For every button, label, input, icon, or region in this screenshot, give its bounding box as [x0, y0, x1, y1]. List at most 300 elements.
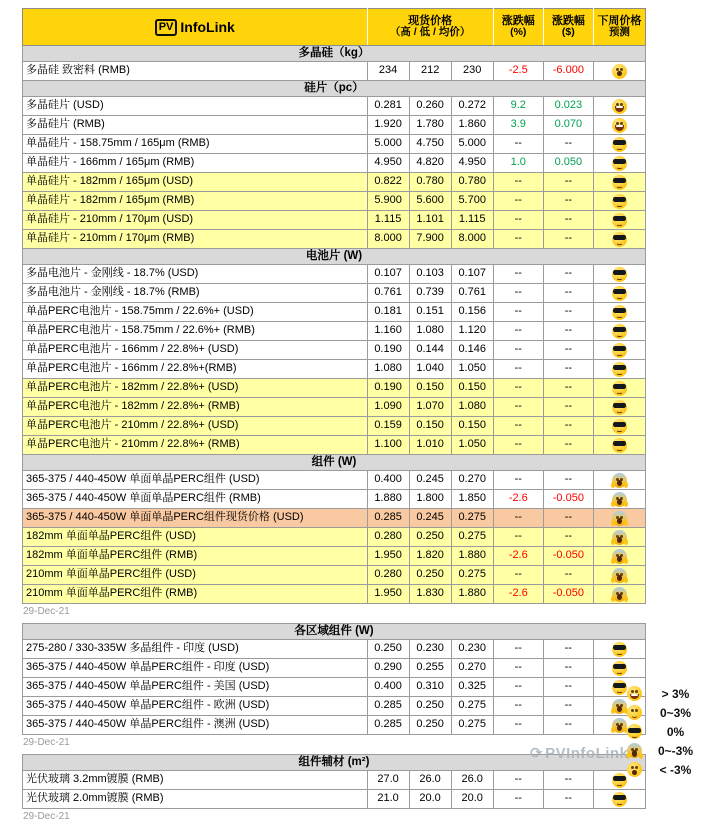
product-name-cell: 275-280 / 330-335W 多晶组件 - 印度 (USD)	[23, 640, 368, 659]
change-usd-cell: --	[543, 284, 593, 303]
table-row	[23, 471, 646, 490]
forecast-cell	[593, 566, 645, 585]
emoji-scream-icon	[612, 718, 627, 733]
price-high-cell: 0.285	[367, 716, 409, 735]
forecast-cell	[593, 509, 645, 528]
price-low-cell: 1.010	[409, 436, 451, 455]
table-row	[23, 436, 646, 455]
table-row	[23, 97, 646, 116]
change-usd-cell: --	[543, 659, 593, 678]
change-usd-cell: --	[543, 790, 593, 809]
legend-label: 0~3%	[659, 705, 692, 720]
table-row	[23, 678, 646, 697]
emoji-cool-icon	[612, 286, 627, 301]
price-low-cell: 0.151	[409, 303, 451, 322]
emoji-cool-icon	[612, 343, 627, 358]
price-avg-cell: 1.050	[451, 436, 493, 455]
price-avg-cell: 5.000	[451, 135, 493, 154]
price-low-cell: 4.750	[409, 135, 451, 154]
emoji-cool-icon	[612, 438, 627, 453]
legend-label: 0%	[666, 724, 685, 739]
watermark-logo-icon: ⟳	[530, 745, 544, 762]
forecast-cell	[593, 436, 645, 455]
emoji-cool-icon	[612, 175, 627, 190]
change-usd-cell: --	[543, 697, 593, 716]
spot-price-header: 现货价格 （高 / 低 / 均价）	[367, 9, 493, 46]
change-pct-cell: --	[493, 192, 543, 211]
emoji-shock-icon	[627, 762, 642, 777]
price-avg-cell: 0.275	[451, 566, 493, 585]
price-avg-cell: 4.950	[451, 154, 493, 173]
change-usd-cell: --	[543, 678, 593, 697]
price-high-cell: 0.400	[367, 471, 409, 490]
price-table-block-2	[22, 623, 646, 735]
emoji-cool-icon	[612, 232, 627, 247]
product-name-cell: 多晶硅 致密料 (RMB)	[23, 62, 368, 81]
price-avg-cell: 0.230	[451, 640, 493, 659]
table-row	[23, 265, 646, 284]
price-low-cell: 26.0	[409, 771, 451, 790]
table-row	[23, 322, 646, 341]
price-avg-cell: 20.0	[451, 790, 493, 809]
price-high-cell: 0.250	[367, 640, 409, 659]
price-low-cell: 0.780	[409, 173, 451, 192]
emoji-shock-icon	[612, 64, 627, 79]
price-high-cell: 0.181	[367, 303, 409, 322]
price-table-block-3	[22, 754, 646, 809]
table-row	[23, 528, 646, 547]
product-name-cell: 210mm 单面单晶PERC组件 (USD)	[23, 566, 368, 585]
product-name-cell: 多晶硅片 (USD)	[23, 97, 368, 116]
change-usd-cell: --	[543, 360, 593, 379]
forecast-cell	[593, 490, 645, 509]
price-low-cell: 1.101	[409, 211, 451, 230]
section-title: 多晶硅（kg）	[23, 46, 646, 62]
product-name-cell: 光伏玻璃 2.0mm镀膜 (RMB)	[23, 790, 368, 809]
product-name-cell: 单晶PERC电池片 - 210mm / 22.8%+ (USD)	[23, 417, 368, 436]
product-name-cell: 单晶硅片 - 182mm / 165μm (USD)	[23, 173, 368, 192]
price-avg-cell: 0.275	[451, 528, 493, 547]
price-low-cell: 4.820	[409, 154, 451, 173]
price-high-cell: 21.0	[367, 790, 409, 809]
price-high-cell: 1.880	[367, 490, 409, 509]
section-title: 电池片 (W)	[23, 249, 646, 265]
legend-label: > 3%	[661, 686, 690, 701]
change-pct-cell: -2.6	[493, 490, 543, 509]
change-usd-cell: -0.050	[543, 490, 593, 509]
product-name-cell: 单晶PERC电池片 - 166mm / 22.8%+(RMB)	[23, 360, 368, 379]
price-avg-cell: 0.107	[451, 265, 493, 284]
table-row	[23, 509, 646, 528]
price-high-cell: 234	[367, 62, 409, 81]
change-usd-cell: --	[543, 716, 593, 735]
price-low-cell: 1.780	[409, 116, 451, 135]
change-pct-cell: --	[493, 284, 543, 303]
product-name-cell: 365-375 / 440-450W 单面单晶PERC组件现货价格 (USD)	[23, 509, 368, 528]
product-name-cell: 光伏玻璃 3.2mm镀膜 (RMB)	[23, 771, 368, 790]
change-pct-cell: --	[493, 678, 543, 697]
product-name-cell: 365-375 / 440-450W 单晶PERC组件 - 美国 (USD)	[23, 678, 368, 697]
price-high-cell: 4.950	[367, 154, 409, 173]
product-name-cell: 单晶PERC电池片 - 166mm / 22.8%+ (USD)	[23, 341, 368, 360]
forecast-cell	[593, 230, 645, 249]
table-row	[23, 417, 646, 436]
table-row	[23, 360, 646, 379]
table-row	[23, 659, 646, 678]
change-usd-cell: --	[543, 436, 593, 455]
price-high-cell: 0.285	[367, 509, 409, 528]
forecast-cell	[593, 322, 645, 341]
change-pct-cell: --	[493, 211, 543, 230]
price-avg-cell: 1.880	[451, 585, 493, 604]
price-high-cell: 1.950	[367, 547, 409, 566]
change-pct-cell: --	[493, 771, 543, 790]
change-pct-cell: --	[493, 417, 543, 436]
price-low-cell: 0.230	[409, 640, 451, 659]
product-name-cell: 多晶硅片 (RMB)	[23, 116, 368, 135]
change-usd-cell: 0.050	[543, 154, 593, 173]
table-row	[23, 716, 646, 735]
table-row	[23, 62, 646, 81]
change-pct-cell: --	[493, 230, 543, 249]
change-usd-cell: -6.000	[543, 62, 593, 81]
table-row	[23, 303, 646, 322]
price-high-cell: 0.290	[367, 659, 409, 678]
price-low-cell: 1.040	[409, 360, 451, 379]
price-high-cell: 0.280	[367, 566, 409, 585]
emoji-grin-icon	[627, 686, 642, 701]
forecast-cell	[593, 547, 645, 566]
price-high-cell: 1.920	[367, 116, 409, 135]
emoji-cool-icon	[627, 724, 642, 739]
price-low-cell: 0.103	[409, 265, 451, 284]
price-low-cell: 5.600	[409, 192, 451, 211]
price-avg-cell: 0.150	[451, 379, 493, 398]
price-high-cell: 0.190	[367, 341, 409, 360]
forecast-cell	[593, 97, 645, 116]
change-pct-cell: --	[493, 716, 543, 735]
price-low-cell: 0.250	[409, 716, 451, 735]
price-low-cell: 1.080	[409, 322, 451, 341]
price-low-cell: 0.739	[409, 284, 451, 303]
table-row	[23, 284, 646, 303]
price-avg-cell: 0.150	[451, 417, 493, 436]
section-title: 各区域组件 (W)	[23, 624, 646, 640]
emoji-scream-icon	[627, 743, 642, 758]
forecast-cell	[593, 192, 645, 211]
change-usd-cell: --	[543, 173, 593, 192]
change-pct-cell: --	[493, 173, 543, 192]
price-high-cell: 0.190	[367, 379, 409, 398]
price-high-cell: 27.0	[367, 771, 409, 790]
product-name-cell: 365-375 / 440-450W 单面单晶PERC组件 (USD)	[23, 471, 368, 490]
table-row	[23, 640, 646, 659]
emoji-cool-icon	[612, 381, 627, 396]
price-low-cell: 0.260	[409, 97, 451, 116]
price-high-cell: 5.000	[367, 135, 409, 154]
change-usd-cell: --	[543, 417, 593, 436]
product-name-cell: 单晶硅片 - 158.75mm / 165μm (RMB)	[23, 135, 368, 154]
change-pct-header: 涨跌幅 (%)	[493, 9, 543, 46]
change-pct-cell: --	[493, 509, 543, 528]
section-title: 硅片（pc）	[23, 81, 646, 97]
price-avg-cell: 1.120	[451, 322, 493, 341]
emoji-cool-icon	[612, 267, 627, 282]
legend-label: 0~-3%	[657, 743, 694, 758]
change-pct-cell: --	[493, 528, 543, 547]
table-row	[23, 135, 646, 154]
emoji-cool-icon	[612, 642, 627, 657]
emoji-smile-icon	[627, 705, 642, 720]
emoji-cool-icon	[612, 419, 627, 434]
forecast-header: 下周价格 预测	[593, 9, 645, 46]
product-name-cell: 182mm 单面单晶PERC组件 (RMB)	[23, 547, 368, 566]
emoji-grin-icon	[612, 118, 627, 133]
emoji-cool-icon	[612, 661, 627, 676]
forecast-legend	[627, 684, 709, 779]
section-header-row	[23, 81, 646, 97]
table-row	[23, 398, 646, 417]
table-row	[23, 790, 646, 809]
forecast-cell	[593, 659, 645, 678]
change-pct-cell: --	[493, 398, 543, 417]
product-name-cell: 单晶PERC电池片 - 182mm / 22.8%+ (USD)	[23, 379, 368, 398]
forecast-cell	[593, 585, 645, 604]
change-pct-cell: --	[493, 697, 543, 716]
product-name-cell: 365-375 / 440-450W 单晶PERC组件 - 印度 (USD)	[23, 659, 368, 678]
change-usd-cell: --	[543, 640, 593, 659]
forecast-cell	[593, 790, 645, 809]
product-name-cell: 单晶硅片 - 182mm / 165μm (RMB)	[23, 192, 368, 211]
product-name-cell: 单晶PERC电池片 - 210mm / 22.8%+ (RMB)	[23, 436, 368, 455]
table-row	[23, 173, 646, 192]
change-usd-cell: --	[543, 379, 593, 398]
price-avg-cell: 26.0	[451, 771, 493, 790]
product-name-cell: 182mm 单面单晶PERC组件 (USD)	[23, 528, 368, 547]
section-title: 组件 (W)	[23, 455, 646, 471]
price-low-cell: 1.800	[409, 490, 451, 509]
change-usd-header: 涨跌幅 ($)	[543, 9, 593, 46]
report-date: 29-Dec-21	[23, 737, 70, 748]
change-usd-cell: --	[543, 398, 593, 417]
emoji-scream-icon	[612, 530, 627, 545]
product-name-cell: 单晶PERC电池片 - 158.75mm / 22.6%+ (RMB)	[23, 322, 368, 341]
product-name-cell: 多晶电池片 - 金刚线 - 18.7% (USD)	[23, 265, 368, 284]
forecast-cell	[593, 265, 645, 284]
price-high-cell: 0.280	[367, 528, 409, 547]
price-high-cell: 0.822	[367, 173, 409, 192]
price-table-block-1	[22, 8, 646, 604]
change-pct-cell: --	[493, 360, 543, 379]
forecast-cell	[593, 379, 645, 398]
price-high-cell: 0.400	[367, 678, 409, 697]
price-avg-cell: 0.761	[451, 284, 493, 303]
report-date: 29-Dec-21	[23, 811, 70, 822]
price-avg-cell: 1.050	[451, 360, 493, 379]
forecast-cell	[593, 211, 645, 230]
price-low-cell: 212	[409, 62, 451, 81]
product-name-cell: 单晶硅片 - 210mm / 170μm (USD)	[23, 211, 368, 230]
change-pct-cell: --	[493, 659, 543, 678]
table-row	[23, 211, 646, 230]
emoji-cool-icon	[612, 324, 627, 339]
emoji-cool-icon	[612, 156, 627, 171]
emoji-cool-icon	[612, 400, 627, 415]
price-high-cell: 0.281	[367, 97, 409, 116]
table-row	[23, 192, 646, 211]
change-usd-cell: --	[543, 566, 593, 585]
price-low-cell: 1.070	[409, 398, 451, 417]
price-high-cell: 1.115	[367, 211, 409, 230]
forecast-cell	[593, 471, 645, 490]
legend-row	[627, 741, 709, 760]
emoji-scream-icon	[612, 473, 627, 488]
price-high-cell: 8.000	[367, 230, 409, 249]
table-row	[23, 379, 646, 398]
emoji-cool-icon	[612, 362, 627, 377]
price-avg-cell: 0.275	[451, 509, 493, 528]
change-usd-cell: --	[543, 303, 593, 322]
forecast-cell	[593, 398, 645, 417]
price-avg-cell: 8.000	[451, 230, 493, 249]
price-avg-cell: 1.080	[451, 398, 493, 417]
price-avg-cell: 0.272	[451, 97, 493, 116]
emoji-scream-icon	[612, 549, 627, 564]
change-pct-cell: --	[493, 640, 543, 659]
change-usd-cell: --	[543, 265, 593, 284]
change-usd-cell: --	[543, 341, 593, 360]
emoji-cool-icon	[612, 137, 627, 152]
report-date: 29-Dec-21	[23, 606, 70, 617]
price-avg-cell: 0.275	[451, 716, 493, 735]
price-high-cell: 0.761	[367, 284, 409, 303]
product-name-cell: 单晶硅片 - 210mm / 170μm (RMB)	[23, 230, 368, 249]
price-tables-container	[22, 8, 646, 828]
price-avg-cell: 0.146	[451, 341, 493, 360]
price-high-cell: 1.100	[367, 436, 409, 455]
price-avg-cell: 0.780	[451, 173, 493, 192]
change-pct-cell: --	[493, 471, 543, 490]
table-row	[23, 490, 646, 509]
price-low-cell: 0.255	[409, 659, 451, 678]
price-avg-cell: 1.115	[451, 211, 493, 230]
price-avg-cell: 0.270	[451, 471, 493, 490]
change-usd-cell: -0.050	[543, 585, 593, 604]
price-high-cell: 5.900	[367, 192, 409, 211]
change-usd-cell: --	[543, 192, 593, 211]
emoji-cool-icon	[612, 680, 627, 695]
price-high-cell: 1.160	[367, 322, 409, 341]
price-low-cell: 0.150	[409, 379, 451, 398]
emoji-scream-icon	[612, 511, 627, 526]
logo-cell	[23, 9, 368, 46]
change-usd-cell: --	[543, 211, 593, 230]
product-name-cell: 365-375 / 440-450W 单晶PERC组件 - 澳洲 (USD)	[23, 716, 368, 735]
forecast-cell	[593, 528, 645, 547]
forecast-cell	[593, 154, 645, 173]
legend-row	[627, 722, 709, 741]
section-header-row	[23, 455, 646, 471]
price-low-cell: 0.250	[409, 566, 451, 585]
table-row	[23, 771, 646, 790]
pv-infolink-logo	[26, 19, 364, 36]
price-high-cell: 1.090	[367, 398, 409, 417]
section-header-row	[23, 46, 646, 62]
table-row	[23, 154, 646, 173]
legend-row	[627, 760, 709, 779]
emoji-grin-icon	[612, 99, 627, 114]
column-header-row	[23, 9, 646, 46]
table-row	[23, 341, 646, 360]
price-low-cell: 0.250	[409, 528, 451, 547]
forecast-cell	[593, 173, 645, 192]
change-pct-cell: --	[493, 303, 543, 322]
change-usd-cell: --	[543, 471, 593, 490]
price-high-cell: 1.950	[367, 585, 409, 604]
emoji-cool-icon	[612, 792, 627, 807]
price-low-cell: 1.830	[409, 585, 451, 604]
price-high-cell: 0.107	[367, 265, 409, 284]
emoji-scream-icon	[612, 568, 627, 583]
change-usd-cell: --	[543, 322, 593, 341]
price-high-cell: 0.285	[367, 697, 409, 716]
section-header-row	[23, 249, 646, 265]
logo-text: InfoLink	[180, 18, 235, 35]
price-low-cell: 0.250	[409, 697, 451, 716]
price-avg-cell: 0.156	[451, 303, 493, 322]
forecast-cell	[593, 341, 645, 360]
change-pct-cell: 1.0	[493, 154, 543, 173]
emoji-cool-icon	[612, 194, 627, 209]
price-avg-cell: 1.880	[451, 547, 493, 566]
change-pct-cell: --	[493, 379, 543, 398]
section-title: 组件辅材 (m²)	[23, 755, 646, 771]
forecast-cell	[593, 640, 645, 659]
change-pct-cell: -2.5	[493, 62, 543, 81]
price-avg-cell: 1.860	[451, 116, 493, 135]
price-low-cell: 0.310	[409, 678, 451, 697]
change-pct-cell: --	[493, 341, 543, 360]
emoji-scream-icon	[612, 587, 627, 602]
emoji-cool-icon	[612, 773, 627, 788]
table-row	[23, 585, 646, 604]
legend-row	[627, 684, 709, 703]
change-pct-cell: 3.9	[493, 116, 543, 135]
table-row	[23, 697, 646, 716]
product-name-cell: 365-375 / 440-450W 单面单晶PERC组件 (RMB)	[23, 490, 368, 509]
price-avg-cell: 0.270	[451, 659, 493, 678]
change-pct-cell: 9.2	[493, 97, 543, 116]
price-low-cell: 20.0	[409, 790, 451, 809]
product-name-cell: 单晶PERC电池片 - 158.75mm / 22.6%+ (USD)	[23, 303, 368, 322]
forecast-cell	[593, 62, 645, 81]
forecast-cell	[593, 284, 645, 303]
forecast-cell	[593, 116, 645, 135]
price-low-cell: 0.144	[409, 341, 451, 360]
emoji-cool-icon	[612, 305, 627, 320]
legend-label: < -3%	[659, 762, 692, 777]
section-header-row	[23, 755, 646, 771]
change-pct-cell: --	[493, 265, 543, 284]
forecast-cell	[593, 417, 645, 436]
product-name-cell: 多晶电池片 - 金刚线 - 18.7% (RMB)	[23, 284, 368, 303]
product-name-cell: 单晶PERC电池片 - 182mm / 22.8%+ (RMB)	[23, 398, 368, 417]
change-usd-cell: --	[543, 135, 593, 154]
change-pct-cell: --	[493, 566, 543, 585]
change-pct-cell: --	[493, 790, 543, 809]
change-pct-cell: --	[493, 436, 543, 455]
watermark-text: PVInfoLink	[545, 745, 629, 762]
